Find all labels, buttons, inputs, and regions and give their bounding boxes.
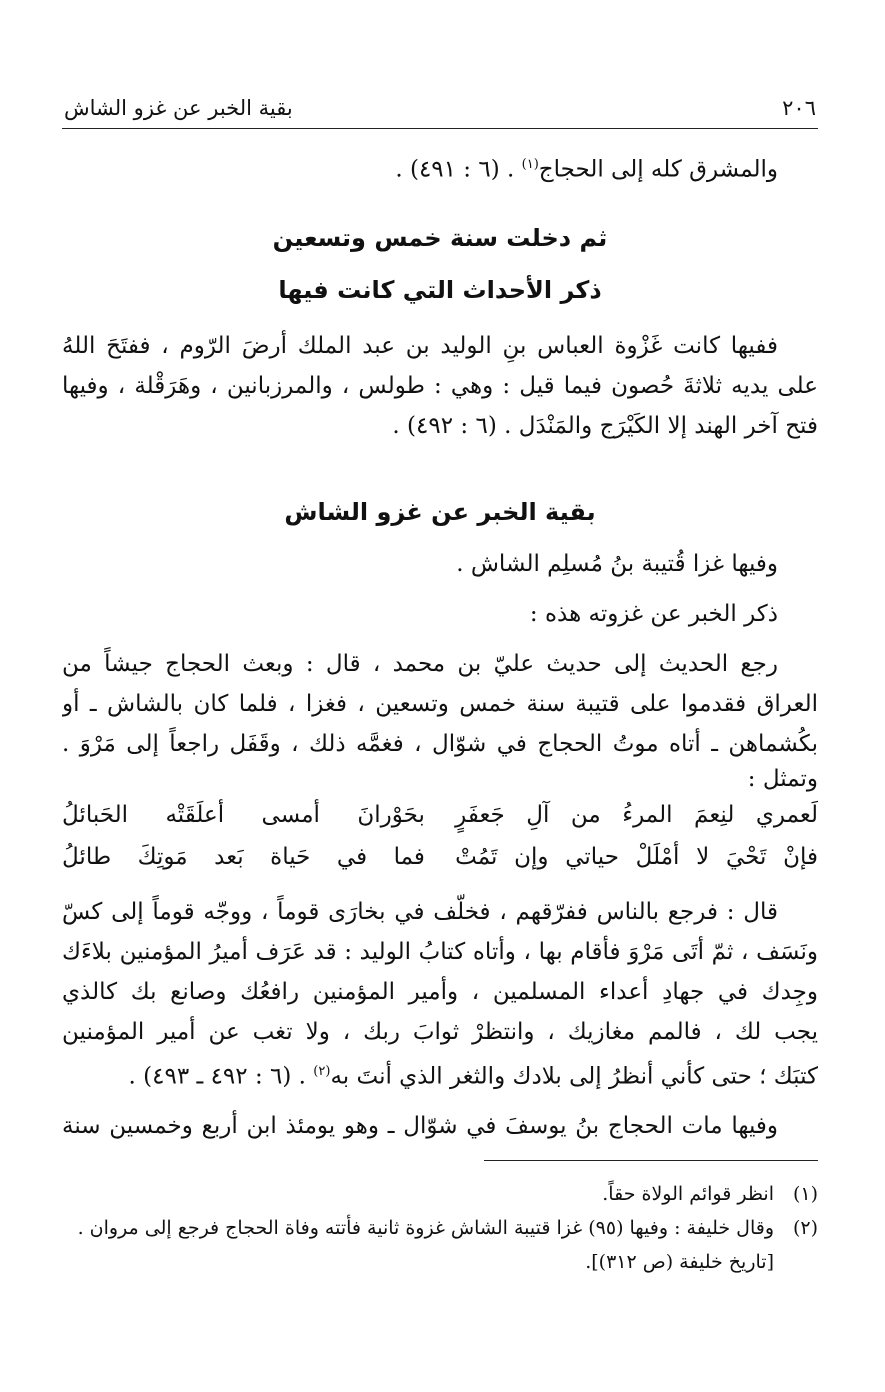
events-heading: ذكر الأحداث التي كانت فيها	[278, 275, 602, 304]
paragraph-line: ففيها كانت غَزْوة العباس بنِ الوليد بن عبد الملك أرضَ الرّوم ، ففتَحَ اللهُ	[62, 332, 778, 359]
verse-hemistich-right: لَعمري لنِعمَ المرءُ من آلِ جَعفَرٍ	[455, 801, 818, 828]
page-number: ٢٠٦	[782, 96, 816, 120]
qutayba-line: وفيها غزا قُتيبة بنُ مُسلِم الشاش .	[456, 550, 778, 577]
footnote-1	[62, 1177, 818, 1211]
verse-block	[62, 794, 818, 878]
footnote-number: (٢)	[792, 1217, 818, 1240]
footnote-text: وقال خليفة : وفيها (٩٥) غزا قتيبة الشاش غزوة ثانية فأتته وفاة الحجاج فرجع إلى مروان .	[77, 1217, 774, 1240]
running-title: بقية الخبر عن غزو الشاش	[64, 96, 293, 120]
header-rule	[62, 128, 818, 129]
verse-hemistich-left: بحَوْرانَ أمسى أعلَقَتْه الحَبائلُ	[62, 801, 425, 828]
footnote-text: [تاريخ خليفة (ص ٣١٢)].	[585, 1251, 774, 1274]
book-page	[62, 92, 818, 1279]
top-paragraph-citation: . (٦ : ٤٩١) .	[395, 156, 515, 183]
paragraph-3-citation: . (٦ : ٤٩٢ ـ ٤٩٣) .	[128, 1063, 306, 1090]
footnote-text: انظر قوائم الولاة حقاً.	[602, 1183, 774, 1206]
paragraph-3	[62, 892, 818, 1097]
section-heading: بقية الخبر عن غزو الشاش	[284, 497, 596, 526]
paragraph-line: قال : فرجع بالناس ففرّقهم ، فخلّف في بخارَى قوماً ، ووجّه قوماً إلى كسّ	[62, 898, 778, 925]
verse-hemistich-left: فما في حَياة بَعد مَوتِكَ طائلُ	[62, 843, 425, 870]
footnote-2	[62, 1211, 818, 1245]
paragraph-line: يجب لك ، فالمم مغازيك ، وانتظرْ ثوابَ ربك ، ولا تغب عن أمير المؤمنين	[62, 1018, 818, 1045]
paragraph-line: على يديه ثلاثةَ حُصون فيما قيل : وهي : طولس ، والمرزبانين ، وهَرَقْلة ، وفيها	[62, 372, 818, 399]
footnote-ref-1[interactable]: (١)	[521, 157, 539, 172]
verse-line	[62, 794, 818, 836]
verse-hemistich-right: فإنْ تَحْيَ لا أمْلَلْ حياتي وإن تَمُتْ	[455, 843, 818, 870]
paragraph-line: بكُشماهن ـ أتاه موتُ الحجاج في شوّال ، فغمَّه ذلك ، وقَفَل راجعاً إلى مَرْوَ .	[62, 730, 818, 757]
dhikr-line: ذكر الخبر عن غزوته هذه :	[529, 600, 778, 627]
top-paragraph	[62, 145, 818, 190]
footnote-ref-2[interactable]: (٢)	[313, 1063, 331, 1079]
year-heading: ثم دخلت سنة خمس وتسعين	[272, 223, 608, 252]
paragraph-line: وتمثل :	[747, 765, 818, 792]
footnote-rule	[484, 1160, 818, 1161]
footnotes	[62, 1177, 818, 1279]
paragraph-4: وفيها مات الحجاج بنُ يوسفَ في شوّال ـ وهو يومئذ ابن أربع وخمسين سنة	[62, 1113, 778, 1140]
footnote-2-continued	[62, 1245, 818, 1279]
paragraph-line: وجِدك في جهادِ أعداء المسلمين ، وأمير المؤمنين رافعُك وصانع بك كالذي	[62, 978, 818, 1005]
paragraph-3-last-text: كتبَك ؛ حتى كأني أنظرُ إلى بلادك والثغر الذي أنتَ به	[330, 1063, 818, 1090]
paragraph-line: فتح آخر الهند إلا الكَيْرَج والمَنْدَل . (٦ : ٤٩٢) .	[392, 412, 818, 439]
paragraph-line	[62, 1052, 818, 1097]
paragraph-line: العراق فقدموا على قتيبة سنة خمس وتسعين ، فغزا ، فلما كان بالشاش ـ أو	[62, 690, 818, 717]
paragraph-2	[62, 644, 818, 794]
paragraph-line: رجع الحديث إلى حديث عليّ بن محمد ، قال : وبعث الحجاج جيشاً من	[62, 650, 778, 677]
running-header	[62, 92, 818, 124]
verse-line	[62, 836, 818, 878]
top-paragraph-text: والمشرق كله إلى الحجاج	[538, 156, 778, 183]
paragraph-1	[62, 326, 818, 446]
paragraph-line: ونَسَف ، ثمّ أتَى مَرْوَ فأقام بها ، وأتاه كتابُ الوليد : قد عَرَف أميرُ المؤمنين بلاءَك	[62, 938, 818, 965]
footnote-number: (١)	[792, 1183, 818, 1206]
